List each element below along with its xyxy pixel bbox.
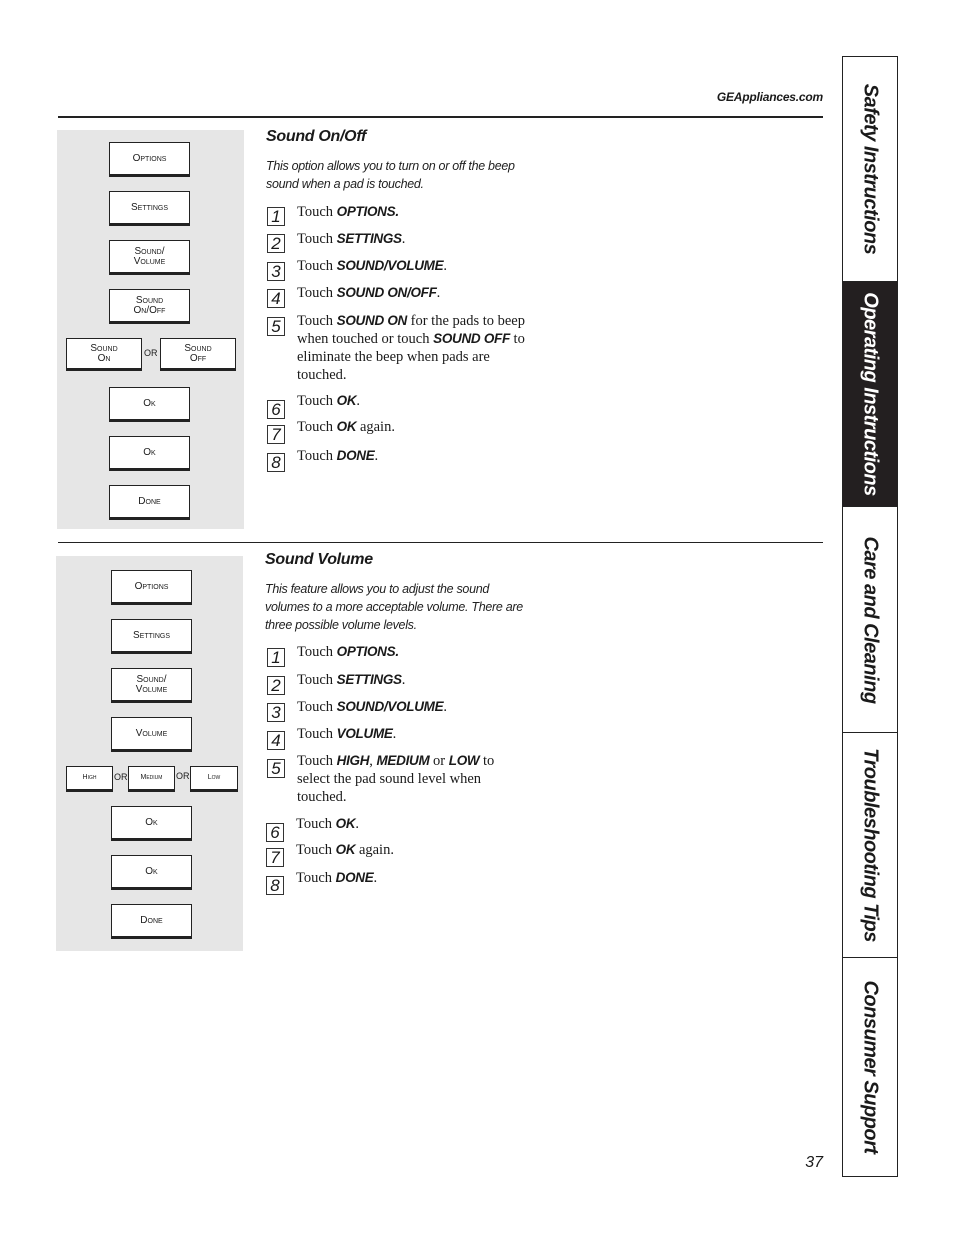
tab-safety-instructions[interactable] — [843, 57, 897, 282]
section-title-sound-onoff: Sound On/Off — [266, 128, 367, 145]
step-text: Touch OPTIONS. — [297, 644, 399, 660]
step-number: 4 — [267, 731, 285, 750]
or-label: OR — [144, 348, 158, 358]
site-url: GEAppliances.com — [716, 90, 823, 104]
options-pad[interactable]: Options — [111, 570, 192, 605]
step-number: 1 — [267, 207, 285, 226]
intro-line: three possible volume levels. — [265, 618, 417, 632]
step-text: Touch HIGH, MEDIUM or LOW to select the pad sound level when touched. — [297, 753, 495, 805]
step-text: Touch SOUND/VOLUME. — [297, 699, 447, 715]
step-number: 7 — [267, 425, 285, 444]
tab-consumer-support[interactable] — [843, 958, 897, 1176]
done-pad[interactable]: Done — [111, 904, 192, 939]
tab-care-and-cleaning[interactable] — [843, 507, 897, 733]
ok-pad-again[interactable]: Ok — [111, 855, 192, 890]
intro-line: sound when a pad is touched. — [266, 177, 424, 191]
sound-on-pad[interactable] — [66, 338, 142, 371]
ok-pad[interactable]: Ok — [111, 806, 192, 841]
pad-label-line: On — [97, 352, 111, 364]
medium-pad[interactable]: Medium — [128, 766, 175, 792]
step-text: Touch OK. — [296, 816, 359, 832]
header-rule — [58, 116, 823, 118]
pad-label-line: Off — [189, 352, 207, 364]
step-number: 8 — [266, 876, 284, 895]
step-text: Touch VOLUME. — [297, 726, 397, 742]
pad-label-line: Volume — [133, 255, 166, 267]
pad-label-line: Sound/ — [136, 673, 167, 685]
intro-line: This feature allows you to adjust the sound — [265, 582, 490, 596]
tab-label: Operating Instructions — [859, 292, 882, 496]
pad-label-line: On/Off — [133, 304, 166, 316]
high-pad[interactable]: High — [66, 766, 113, 792]
or-label: OR — [114, 772, 128, 782]
step-number: 5 — [267, 317, 285, 336]
step-number: 6 — [267, 400, 285, 419]
done-pad[interactable]: Done — [109, 485, 190, 520]
step-number: 6 — [266, 823, 284, 842]
step-text: Touch SOUND ON/OFF. — [297, 285, 441, 301]
step-number: 7 — [266, 848, 284, 867]
section-intro — [266, 157, 515, 193]
section-intro — [265, 580, 523, 634]
pad-label-line: Sound — [184, 342, 212, 354]
intro-line: volumes to a more acceptable volume. There are — [265, 600, 523, 614]
step-text: Touch OPTIONS. — [297, 204, 399, 220]
ok-pad-again[interactable]: Ok — [109, 436, 190, 471]
step-text: Touch DONE. — [296, 870, 378, 886]
step-number: 2 — [267, 676, 285, 695]
sound-volume-pad[interactable] — [109, 240, 190, 275]
keypad-panel-sound-volume — [56, 556, 243, 951]
step-text: Touch SOUND/VOLUME. — [297, 258, 447, 274]
step-text: Touch OK again. — [296, 842, 394, 858]
volume-pad[interactable]: Volume — [111, 717, 192, 752]
step-text: Touch OK again. — [297, 419, 395, 435]
step-number: 8 — [267, 453, 285, 472]
section-divider — [58, 542, 823, 543]
side-tab-bar — [842, 56, 898, 1177]
step-text: Touch SOUND ON for the pads to beep when touched or touch SOUND OFF to eliminate the beep when pads are touched. — [297, 313, 525, 383]
section-title-sound-volume: Sound Volume — [265, 551, 373, 568]
pad-label-line: Sound/ — [134, 245, 165, 257]
intro-line: This option allows you to turn on or off the beep — [266, 159, 515, 173]
sound-off-pad[interactable] — [160, 338, 236, 371]
step-number: 3 — [267, 262, 285, 281]
options-pad[interactable]: Options — [109, 142, 190, 177]
sound-volume-pad[interactable] — [111, 668, 192, 703]
low-pad[interactable]: Low — [190, 766, 238, 792]
tab-label: Consumer Support — [859, 980, 882, 1154]
step-text: Touch OK. — [297, 393, 360, 409]
settings-pad[interactable]: Settings — [109, 191, 190, 226]
tab-troubleshooting-tips[interactable] — [843, 733, 897, 958]
tab-label: Care and Cleaning — [859, 535, 882, 704]
step-text: Touch SETTINGS. — [297, 672, 406, 688]
step-number: 1 — [267, 648, 285, 667]
settings-pad[interactable]: Settings — [111, 619, 192, 654]
step-text: Touch DONE. — [297, 448, 379, 464]
step-number: 3 — [267, 703, 285, 722]
sound-onoff-pad[interactable] — [109, 289, 190, 324]
ok-pad[interactable]: Ok — [109, 387, 190, 422]
tab-label: Safety Instructions — [859, 83, 882, 255]
tab-label: Troubleshooting Tips — [859, 748, 882, 942]
tab-operating-instructions[interactable] — [843, 282, 897, 507]
page-number: 37 — [805, 1154, 823, 1171]
pad-label-line: Sound — [135, 294, 164, 306]
step-number: 2 — [267, 234, 285, 253]
step-number: 5 — [267, 759, 285, 778]
pad-label-line: Sound — [90, 342, 118, 354]
step-text: Touch SETTINGS. — [297, 231, 406, 247]
step-number: 4 — [267, 289, 285, 308]
or-label: OR — [176, 771, 190, 781]
pad-label-line: Volume — [135, 683, 168, 695]
